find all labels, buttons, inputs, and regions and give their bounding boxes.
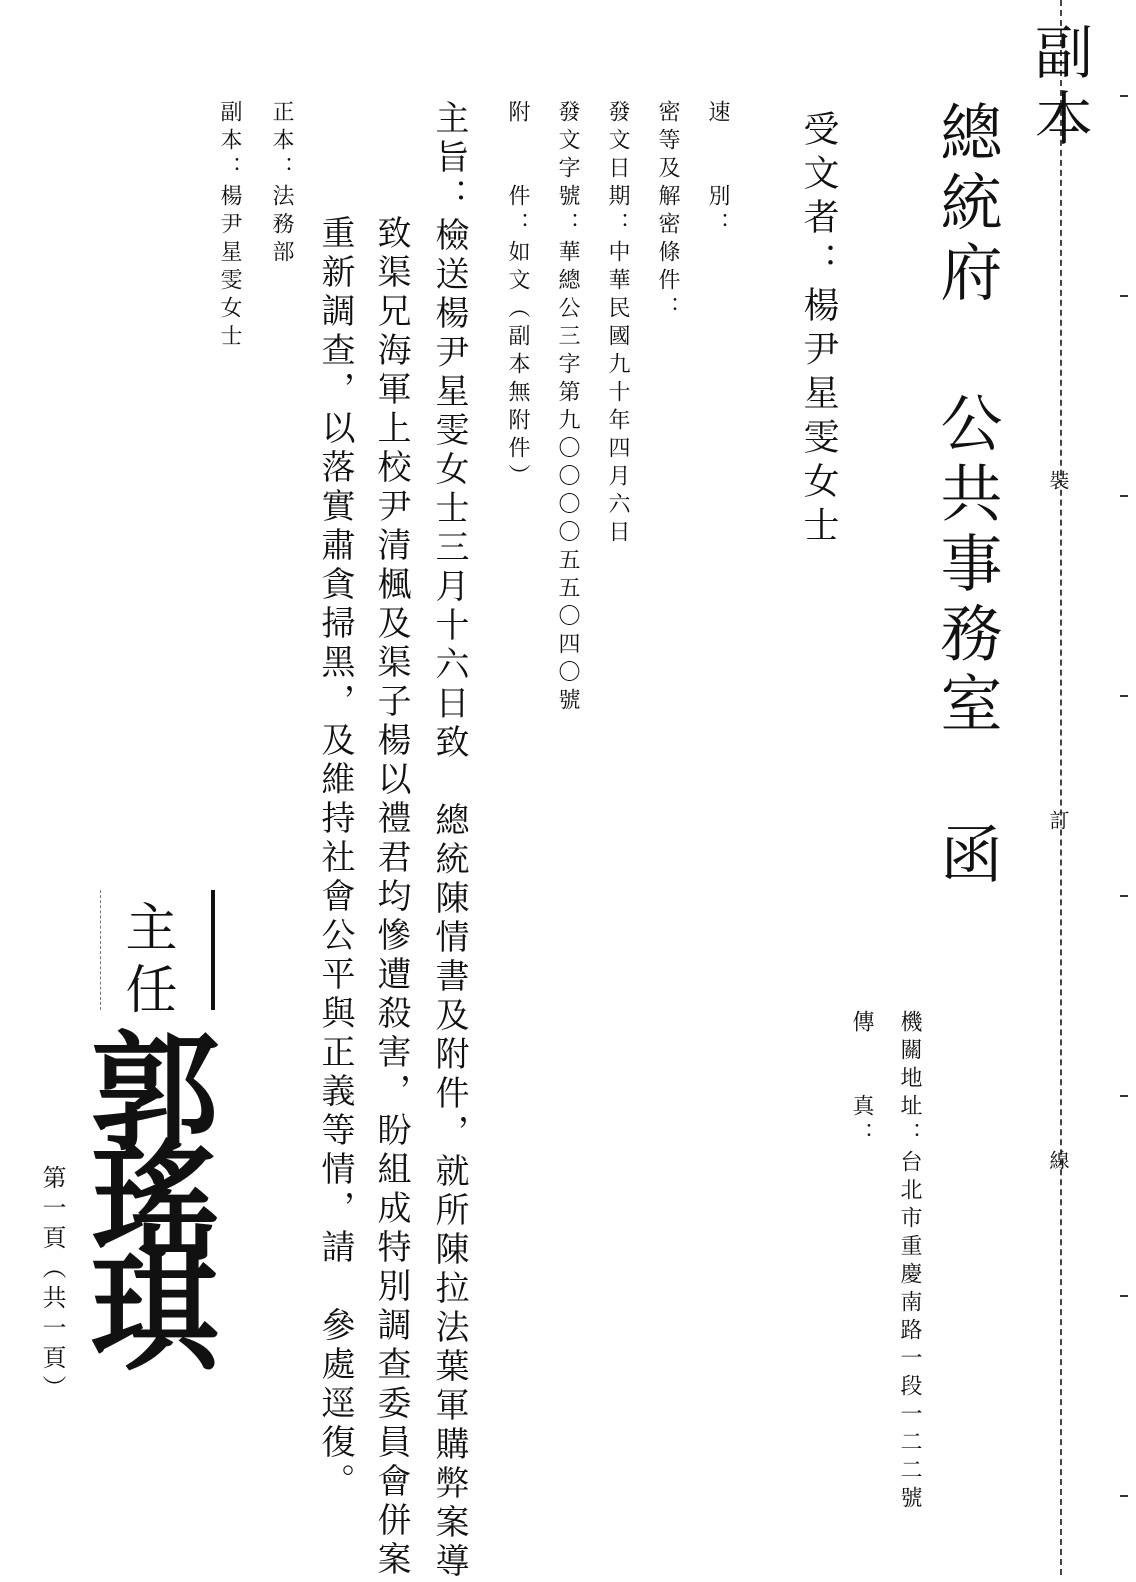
agency-address — [898, 1010, 920, 1514]
issue-date: 發文日期：中華民國九十年四月六日 — [605, 100, 630, 548]
margin-tick — [1120, 695, 1128, 697]
recipient: 受文者：楊尹星雯女士 — [798, 110, 839, 550]
margin-tick — [1120, 1295, 1128, 1297]
fax-label: 傳 真： — [849, 1010, 874, 1150]
subject-line: 主旨：檢送楊尹星雯女士三月十六日致 總統陳情書及附件，就所陳拉法葉軍購弊案導 — [429, 100, 469, 1582]
signature: 郭瑤琪 — [69, 1025, 219, 1355]
binding-mark: 線 — [1046, 1150, 1070, 1170]
cc-copy: 副本：楊尹星雯女士 — [217, 100, 242, 352]
document-title: 總統府 公共事務室 函 — [930, 100, 1003, 892]
margin-tick — [1120, 1095, 1128, 1097]
binding-marks — [1048, 470, 1068, 1170]
subject-line: 重新調查，以落實肅貪掃黑，及維持社會公平與正義等情，請 參處逕復。 — [315, 215, 355, 1502]
margin-tick — [1120, 295, 1128, 297]
address-value: 台北市重慶南路一段一二二號 — [897, 1150, 922, 1514]
fax — [850, 1010, 872, 1150]
attachment-field: 附 件：如文（副本無附件） — [505, 100, 530, 492]
copy-mark: 副本 — [1025, 22, 1093, 154]
binding-mark: 訂 — [1046, 810, 1070, 830]
secrecy-field: 密等及解密條件： — [655, 100, 680, 324]
subject-line: 致渠兄海軍上校尹清楓及渠子楊以禮君均慘遭殺害，盼組成特別調查委員會併案 — [371, 215, 411, 1580]
issue-number: 發文字號：華總公三字第九〇〇〇〇五五〇四〇號 — [555, 100, 580, 716]
speed-field: 速 別： — [705, 100, 730, 240]
address-label: 機關地址： — [897, 1010, 922, 1150]
margin-tick — [1120, 95, 1128, 97]
margin-tick — [1120, 495, 1128, 497]
signature-title: 主任 — [116, 900, 176, 1024]
page-footer: 第一頁（共一頁） — [38, 1165, 66, 1405]
main-copy: 正本：法務部 — [269, 100, 294, 268]
margin-tick — [1120, 895, 1128, 897]
binding-mark: 裝 — [1046, 470, 1070, 490]
margin-tick — [1120, 1495, 1128, 1497]
